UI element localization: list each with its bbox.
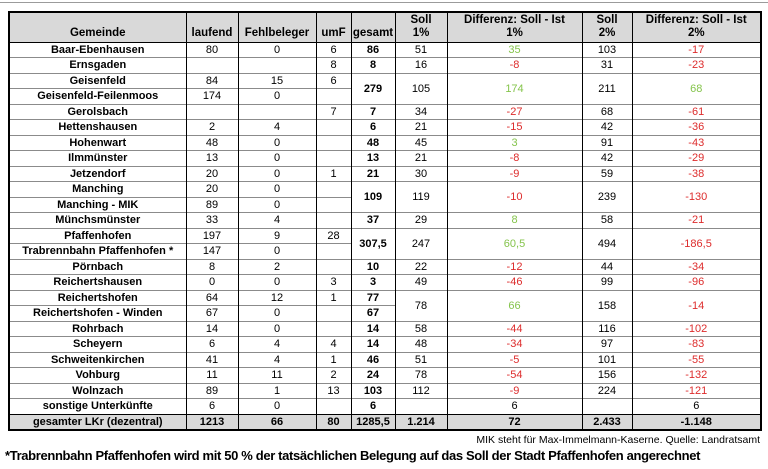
gemeinde-cell: Reichertshausen (9, 275, 186, 291)
value-cell (316, 306, 351, 322)
value-cell: -29 (632, 151, 761, 167)
value-cell: 0 (238, 135, 316, 151)
value-cell: 22 (395, 259, 447, 275)
value-cell: 0 (238, 166, 316, 182)
value-cell: 4 (316, 337, 351, 353)
value-cell: 67 (186, 306, 238, 322)
value-cell: 1 (316, 166, 351, 182)
value-cell: 13 (186, 151, 238, 167)
mik-source-note: MIK steht für Max-Immelmann-Kaserne. Quelle: Landratsamt (476, 434, 760, 446)
value-cell (316, 197, 351, 213)
value-cell: 64 (186, 290, 238, 306)
value-cell: 58 (395, 321, 447, 337)
value-cell: 6 (186, 337, 238, 353)
value-cell: 1 (316, 290, 351, 306)
table-row (9, 337, 761, 353)
value-cell: -12 (447, 259, 582, 275)
value-cell: 1 (316, 352, 351, 368)
value-cell: -43 (632, 135, 761, 151)
value-cell: -61 (632, 104, 761, 120)
value-cell: 6 (316, 42, 351, 58)
value-cell: 48 (186, 135, 238, 151)
value-cell: 59 (582, 166, 632, 182)
value-cell: 1213 (186, 414, 238, 430)
value-cell: 6 (186, 399, 238, 415)
belegung-table (8, 11, 762, 431)
value-cell (316, 120, 351, 136)
value-cell: 4 (238, 213, 316, 229)
value-cell: 103 (582, 42, 632, 58)
value-cell: 31 (582, 58, 632, 74)
value-cell: 80 (186, 42, 238, 58)
value-cell: 33 (186, 213, 238, 229)
value-cell (582, 399, 632, 415)
value-cell: 30 (395, 166, 447, 182)
table-row (9, 290, 761, 306)
value-cell: -15 (447, 120, 582, 136)
gemeinde-cell: Münchsmünster (9, 213, 186, 229)
value-cell: -132 (632, 368, 761, 384)
value-cell: 4 (238, 120, 316, 136)
value-cell: 3 (447, 135, 582, 151)
value-cell: -36 (632, 120, 761, 136)
value-cell: 21 (351, 166, 395, 182)
table-row (9, 73, 761, 89)
value-cell: -8 (447, 151, 582, 167)
value-cell: 2.433 (582, 414, 632, 430)
value-cell: 46 (351, 352, 395, 368)
gemeinde-cell: Pfaffenhofen (9, 228, 186, 244)
gemeinde-cell: Geisenfeld-Feilenmoos (9, 89, 186, 105)
value-cell (316, 399, 351, 415)
value-cell: 44 (582, 259, 632, 275)
gemeinde-cell: Reichertshofen (9, 290, 186, 306)
value-cell (186, 58, 238, 74)
value-cell: 3 (316, 275, 351, 291)
value-cell: 6 (316, 73, 351, 89)
gemeinde-cell: gesamter LKr (dezentral) (9, 414, 186, 430)
value-cell: 14 (186, 321, 238, 337)
value-cell: -21 (632, 213, 761, 229)
table-row (9, 151, 761, 167)
value-cell (316, 135, 351, 151)
value-cell: 86 (351, 42, 395, 58)
table-row (9, 368, 761, 384)
table-row (9, 352, 761, 368)
value-cell: 66 (238, 414, 316, 430)
value-cell: 21 (395, 120, 447, 136)
value-cell: 0 (238, 42, 316, 58)
value-cell (316, 151, 351, 167)
value-cell: -186,5 (632, 228, 761, 259)
value-cell: 8 (351, 58, 395, 74)
value-cell (395, 399, 447, 415)
value-cell: -130 (632, 182, 761, 213)
value-cell: 99 (582, 275, 632, 291)
value-cell: 4 (238, 352, 316, 368)
value-cell: 67 (351, 306, 395, 322)
value-cell: -102 (632, 321, 761, 337)
value-cell: 109 (351, 182, 395, 213)
total-row (9, 414, 761, 430)
gemeinde-cell: Wolnzach (9, 383, 186, 399)
value-cell (238, 58, 316, 74)
value-cell: 1 (238, 383, 316, 399)
value-cell: 101 (582, 352, 632, 368)
gemeinde-cell: Trabrennbahn Pfaffenhofen * (9, 244, 186, 260)
table-row (9, 383, 761, 399)
value-cell: 68 (632, 73, 761, 104)
value-cell: 174 (186, 89, 238, 105)
value-cell: 66 (447, 290, 582, 321)
table-row (9, 182, 761, 198)
value-cell: 103 (351, 383, 395, 399)
value-cell: 224 (582, 383, 632, 399)
value-cell: 11 (238, 368, 316, 384)
value-cell: 77 (351, 290, 395, 306)
value-cell (316, 321, 351, 337)
value-cell: -1.148 (632, 414, 761, 430)
value-cell: 58 (582, 213, 632, 229)
table-row (9, 120, 761, 136)
top-divider (0, 2, 768, 3)
gemeinde-cell: Vohburg (9, 368, 186, 384)
value-cell (238, 104, 316, 120)
value-cell: 239 (582, 182, 632, 213)
value-cell: 156 (582, 368, 632, 384)
value-cell: 9 (238, 228, 316, 244)
value-cell: 34 (395, 104, 447, 120)
column-header: Fehlbeleger (238, 12, 316, 42)
value-cell: -23 (632, 58, 761, 74)
value-cell: 20 (186, 182, 238, 198)
value-cell: 197 (186, 228, 238, 244)
column-header: Soll 2% (582, 12, 632, 42)
value-cell: 147 (186, 244, 238, 260)
column-header: gesamt (351, 12, 395, 42)
table-row (9, 228, 761, 244)
value-cell: -121 (632, 383, 761, 399)
value-cell: 7 (316, 104, 351, 120)
value-cell: 42 (582, 151, 632, 167)
value-cell (316, 182, 351, 198)
value-cell: 97 (582, 337, 632, 353)
value-cell: 24 (351, 368, 395, 384)
gemeinde-cell: Scheyern (9, 337, 186, 353)
column-header: Differenz: Soll - Ist 2% (632, 12, 761, 42)
value-cell: -96 (632, 275, 761, 291)
value-cell: -27 (447, 104, 582, 120)
gemeinde-cell: Pörnbach (9, 259, 186, 275)
value-cell: 68 (582, 104, 632, 120)
value-cell: 41 (186, 352, 238, 368)
gemeinde-cell: Geisenfeld (9, 73, 186, 89)
gemeinde-cell: Manching - MIK (9, 197, 186, 213)
value-cell: 279 (351, 73, 395, 104)
value-cell: 158 (582, 290, 632, 321)
table-row (9, 321, 761, 337)
value-cell: -46 (447, 275, 582, 291)
value-cell: 21 (395, 151, 447, 167)
value-cell: -44 (447, 321, 582, 337)
value-cell: 6 (447, 399, 582, 415)
table-row (9, 58, 761, 74)
value-cell: -8 (447, 58, 582, 74)
value-cell: 91 (582, 135, 632, 151)
value-cell: 0 (238, 89, 316, 105)
value-cell: -55 (632, 352, 761, 368)
value-cell: 16 (395, 58, 447, 74)
value-cell: 51 (395, 42, 447, 58)
value-cell: 29 (395, 213, 447, 229)
value-cell: 247 (395, 228, 447, 259)
value-cell: 78 (395, 368, 447, 384)
value-cell: -14 (632, 290, 761, 321)
value-cell: 2 (238, 259, 316, 275)
value-cell: 6 (632, 399, 761, 415)
value-cell (316, 244, 351, 260)
value-cell: 494 (582, 228, 632, 259)
value-cell: 49 (395, 275, 447, 291)
value-cell: 42 (582, 120, 632, 136)
value-cell: 119 (395, 182, 447, 213)
value-cell: 13 (351, 151, 395, 167)
gemeinde-cell: sonstige Unterkünfte (9, 399, 186, 415)
gemeinde-cell: Gerolsbach (9, 104, 186, 120)
value-cell: 0 (238, 399, 316, 415)
value-cell: 37 (351, 213, 395, 229)
value-cell: 14 (351, 321, 395, 337)
value-cell: 80 (316, 414, 351, 430)
value-cell: 84 (186, 73, 238, 89)
footnote: *Trabrennbahn Pfaffenhofen wird mit 50 % der tatsächlichen Belegung auf das Soll der Stadt Pfaffenhofen angerechnet (5, 448, 701, 463)
column-header: umF (316, 12, 351, 42)
value-cell: 8 (447, 213, 582, 229)
value-cell: 72 (447, 414, 582, 430)
value-cell: 89 (186, 383, 238, 399)
table-row (9, 275, 761, 291)
value-cell: 0 (238, 151, 316, 167)
value-cell (316, 213, 351, 229)
value-cell: 48 (351, 135, 395, 151)
value-cell: 35 (447, 42, 582, 58)
gemeinde-cell: Hettenshausen (9, 120, 186, 136)
value-cell: 20 (186, 166, 238, 182)
value-cell: 3 (351, 275, 395, 291)
value-cell: 48 (395, 337, 447, 353)
value-cell: 0 (238, 321, 316, 337)
value-cell: -5 (447, 352, 582, 368)
gemeinde-cell: Baar-Ebenhausen (9, 42, 186, 58)
value-cell: 89 (186, 197, 238, 213)
gemeinde-cell: Manching (9, 182, 186, 198)
value-cell: -38 (632, 166, 761, 182)
column-header: Soll 1% (395, 12, 447, 42)
value-cell: -9 (447, 166, 582, 182)
gemeinde-cell: Rohrbach (9, 321, 186, 337)
table-row (9, 104, 761, 120)
value-cell: 105 (395, 73, 447, 104)
value-cell: 78 (395, 290, 447, 321)
value-cell: 12 (238, 290, 316, 306)
gemeinde-cell: Schweitenkirchen (9, 352, 186, 368)
table-row (9, 135, 761, 151)
column-header: Gemeinde (9, 12, 186, 42)
value-cell: 8 (316, 58, 351, 74)
value-cell: 0 (238, 275, 316, 291)
value-cell (186, 104, 238, 120)
gemeinde-cell: Reichertshofen - Winden (9, 306, 186, 322)
value-cell: 4 (238, 337, 316, 353)
value-cell (316, 259, 351, 275)
value-cell: 14 (351, 337, 395, 353)
value-cell: 112 (395, 383, 447, 399)
value-cell: -34 (447, 337, 582, 353)
value-cell: -54 (447, 368, 582, 384)
value-cell: 0 (238, 306, 316, 322)
value-cell: 6 (351, 120, 395, 136)
gemeinde-cell: Ilmmünster (9, 151, 186, 167)
value-cell: 13 (316, 383, 351, 399)
column-header: laufend (186, 12, 238, 42)
value-cell: -10 (447, 182, 582, 213)
value-cell: 51 (395, 352, 447, 368)
value-cell: 2 (186, 120, 238, 136)
value-cell: 15 (238, 73, 316, 89)
gemeinde-cell: Jetzendorf (9, 166, 186, 182)
table-row (9, 213, 761, 229)
value-cell: 1.214 (395, 414, 447, 430)
table-row (9, 166, 761, 182)
value-cell: -9 (447, 383, 582, 399)
value-cell: 211 (582, 73, 632, 104)
value-cell: 8 (186, 259, 238, 275)
value-cell: -34 (632, 259, 761, 275)
header-row (9, 12, 761, 42)
value-cell: 28 (316, 228, 351, 244)
value-cell: 45 (395, 135, 447, 151)
value-cell: 0 (238, 182, 316, 198)
value-cell: 10 (351, 259, 395, 275)
value-cell: 6 (351, 399, 395, 415)
value-cell: -83 (632, 337, 761, 353)
value-cell: 116 (582, 321, 632, 337)
value-cell: 0 (238, 197, 316, 213)
column-header: Differenz: Soll - Ist 1% (447, 12, 582, 42)
value-cell: 174 (447, 73, 582, 104)
value-cell: 60,5 (447, 228, 582, 259)
value-cell: 0 (238, 244, 316, 260)
table-row (9, 399, 761, 415)
value-cell: 2 (316, 368, 351, 384)
gemeinde-cell: Ernsgaden (9, 58, 186, 74)
gemeinde-cell: Hohenwart (9, 135, 186, 151)
value-cell: 1285,5 (351, 414, 395, 430)
table-row (9, 259, 761, 275)
value-cell: -17 (632, 42, 761, 58)
value-cell (316, 89, 351, 105)
value-cell: 0 (186, 275, 238, 291)
table-row (9, 42, 761, 58)
value-cell: 307,5 (351, 228, 395, 259)
value-cell: 7 (351, 104, 395, 120)
value-cell: 11 (186, 368, 238, 384)
